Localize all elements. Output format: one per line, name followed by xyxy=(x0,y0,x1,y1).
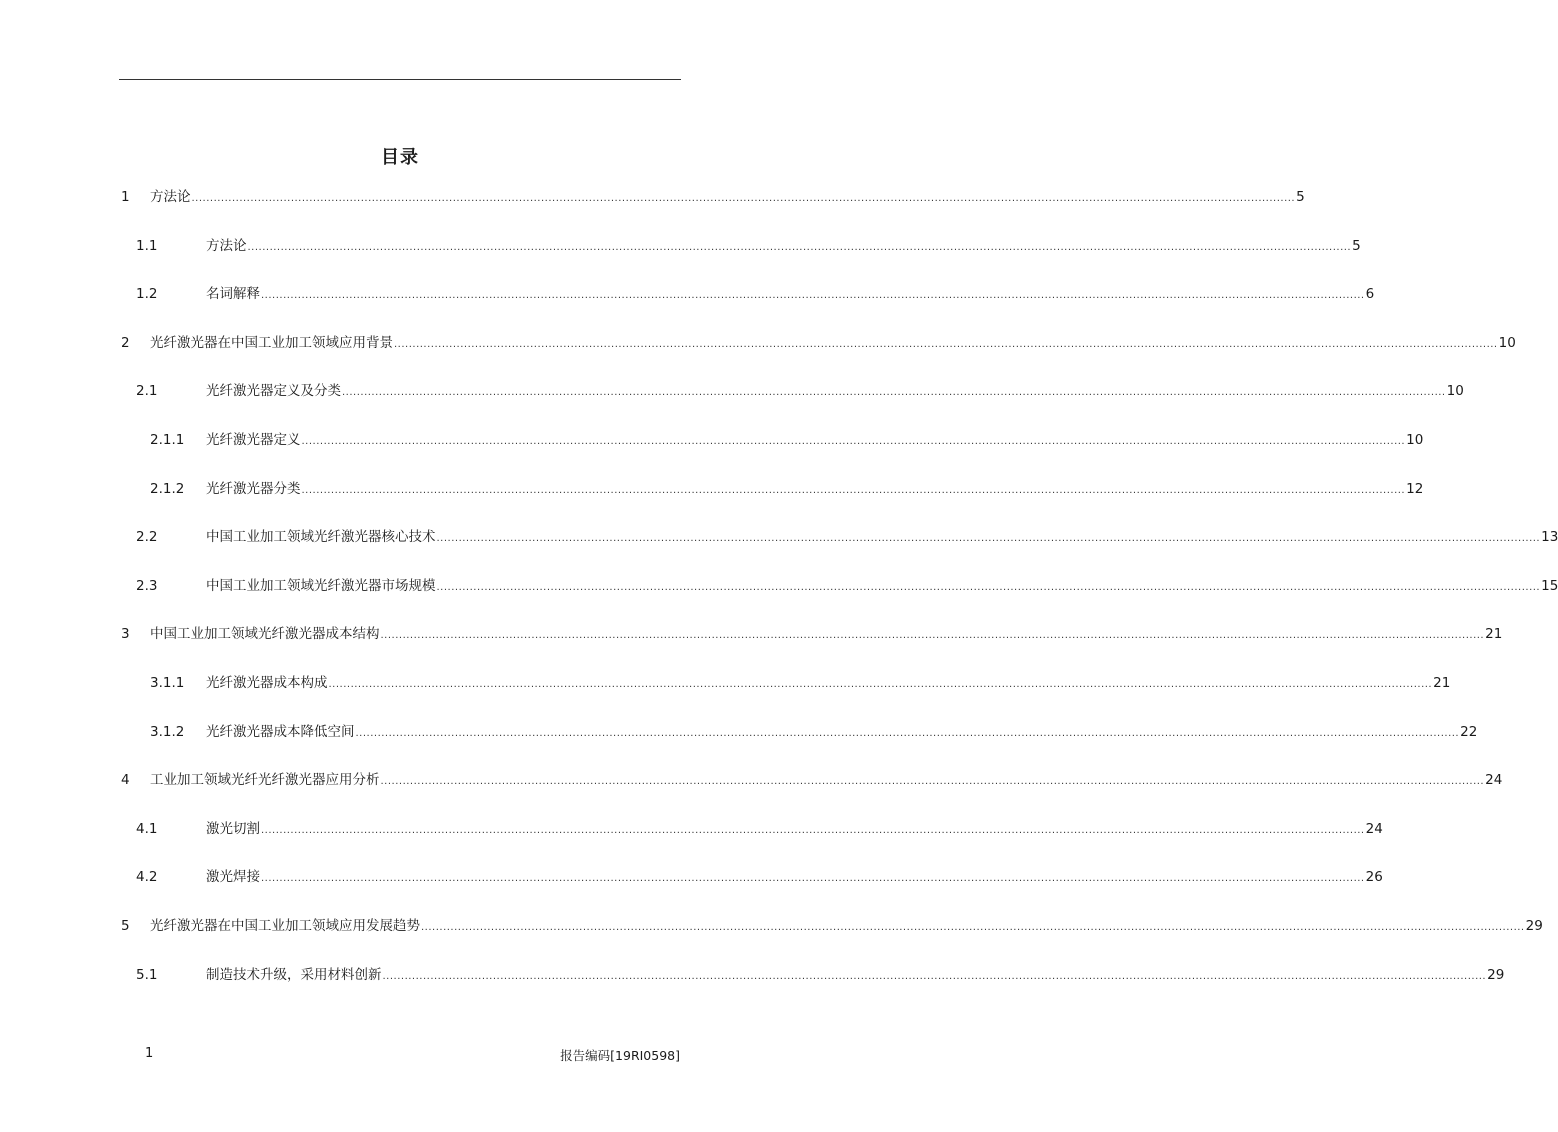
toc-leader-dots: ............................................................................................................................................................................................................................................................................................................ xyxy=(380,776,1485,788)
toc-entry[interactable] xyxy=(119,866,1383,888)
toc-entry[interactable] xyxy=(119,623,1503,645)
toc-entry-page: 26 xyxy=(1365,869,1383,886)
toc-entry-title: 光纤激光器定义 xyxy=(206,432,301,448)
toc-leader-dots: ............................................................................................................................................................................................................................................................................................................ xyxy=(421,922,1525,933)
toc-entry-title: 方法论 xyxy=(206,237,247,254)
toc-entry-title: 光纤激光器定义及分类 xyxy=(206,383,341,400)
toc-entry-page: 5 xyxy=(1296,189,1305,205)
toc-entry-number: 4.1 xyxy=(136,820,158,837)
toc-entry-number: 2.1.2 xyxy=(150,480,185,497)
toc-entry-page: 22 xyxy=(1460,723,1478,740)
toc-entry-page: 10 xyxy=(1446,383,1464,400)
toc-entry-number: 1.2 xyxy=(136,286,158,303)
toc-entry[interactable] xyxy=(119,964,1505,986)
toc-leader-dots: ............................................................................................................................................................................................................................................................................................................ xyxy=(342,387,1446,399)
toc-entry[interactable] xyxy=(119,769,1503,791)
toc-entry-page: 12 xyxy=(1406,480,1424,497)
toc-entry-number: 1 xyxy=(121,189,130,205)
toc-entry-title: 中国工业加工领域光纤激光器成本结构 xyxy=(150,626,380,643)
toc-entry-title: 激光焊接 xyxy=(206,869,260,886)
toc-entry-number: 2.1.1 xyxy=(150,432,185,448)
toc-entry-title: 光纤激光器在中国工业加工领域应用发展趋势 xyxy=(150,918,420,934)
toc-entry-number: 5 xyxy=(121,918,130,934)
toc-leader-dots: ............................................................................................................................................................................................................................................................................................................ xyxy=(261,873,1365,885)
toc-leader-dots: ............................................................................................................................................................................................................................................................................................................ xyxy=(436,581,1541,593)
toc-entry-title: 中国工业加工领域光纤激光器市场规模 xyxy=(206,577,436,594)
toc-entry-number: 3 xyxy=(121,626,130,643)
toc-entry[interactable] xyxy=(119,721,1478,743)
toc-entry[interactable] xyxy=(119,575,1558,597)
toc-entry-page: 21 xyxy=(1433,675,1451,691)
toc-entry-number: 3.1.2 xyxy=(150,723,185,740)
toc-entry-number: 2.3 xyxy=(136,577,158,594)
toc-entry[interactable] xyxy=(119,283,1375,305)
toc-leader-dots: ............................................................................................................................................................................................................................................................................................................ xyxy=(394,338,1498,350)
toc-entry-page: 15 xyxy=(1541,577,1558,594)
toc-entry-page: 10 xyxy=(1498,334,1516,351)
toc-leader-dots: ............................................................................................................................................................................................................................................................................................................ xyxy=(328,679,1433,690)
toc-leader-dots: ............................................................................................................................................................................................................................................................................................................ xyxy=(380,630,1485,642)
toc-entry-page: 6 xyxy=(1365,286,1375,303)
toc-entry-title: 制造技术升级，采用材料创新 xyxy=(206,966,382,983)
toc-entry-number: 2.2 xyxy=(136,529,158,546)
toc-entry-page: 10 xyxy=(1406,432,1424,448)
toc-entry-title: 光纤激光器成本构成 xyxy=(206,675,328,691)
toc-leader-dots: ............................................................................................................................................................................................................................................................................................................ xyxy=(191,193,1296,204)
toc-entry[interactable] xyxy=(119,429,1424,451)
toc-entry[interactable] xyxy=(119,332,1516,354)
toc-entry-number: 1.1 xyxy=(136,237,158,254)
toc-entry[interactable] xyxy=(119,186,1305,208)
toc-entry[interactable] xyxy=(119,672,1451,694)
toc-entry-title: 名词解释 xyxy=(206,286,260,303)
toc-entry-number: 2 xyxy=(121,334,130,351)
toc-entry[interactable] xyxy=(119,915,1543,937)
toc-entry-title: 光纤激光器成本降低空间 xyxy=(206,723,355,740)
toc-entry-page: 13 xyxy=(1541,529,1558,546)
toc-entry-number: 4 xyxy=(121,772,130,789)
toc-entry-page: 24 xyxy=(1485,772,1503,789)
toc-entry-page: 24 xyxy=(1365,820,1383,837)
toc-entry[interactable] xyxy=(119,478,1424,500)
toc-entry[interactable] xyxy=(119,818,1383,840)
toc-leader-dots: ............................................................................................................................................................................................................................................................................................................ xyxy=(436,533,1541,545)
toc-entry-number: 5.1 xyxy=(136,966,158,983)
toc-entry-number: 3.1.1 xyxy=(150,675,185,691)
toc-entry-title: 激光切割 xyxy=(206,820,260,837)
toc-entry-number: 2.1 xyxy=(136,383,158,400)
toc-entry-page: 21 xyxy=(1485,626,1503,643)
toc-entry-page: 5 xyxy=(1352,237,1361,254)
toc-entry[interactable] xyxy=(119,380,1464,402)
toc-entry-title: 中国工业加工领域光纤激光器核心技术 xyxy=(206,529,436,546)
toc-leader-dots: ............................................................................................................................................................................................................................................................................................................ xyxy=(301,436,1406,447)
toc-entry-page: 29 xyxy=(1525,918,1543,934)
toc-entry-title: 光纤激光器在中国工业加工领域应用背景 xyxy=(150,334,393,351)
toc-entry-number: 4.2 xyxy=(136,869,158,886)
header-rule xyxy=(119,79,681,80)
toc-title: 目录 xyxy=(381,147,419,168)
toc-leader-dots: ............................................................................................................................................................................................................................................................................................................ xyxy=(355,727,1460,739)
footer-page-number: 1 xyxy=(145,1046,154,1061)
toc-entry-title: 工业加工领域光纤光纤激光器应用分析 xyxy=(150,772,380,789)
toc-entry-title: 方法论 xyxy=(150,189,191,205)
toc-leader-dots: ............................................................................................................................................................................................................................................................................................................ xyxy=(261,824,1365,836)
toc-entry[interactable] xyxy=(119,235,1361,257)
toc-leader-dots: ............................................................................................................................................................................................................................................................................................................ xyxy=(261,290,1365,302)
toc-leader-dots: ............................................................................................................................................................................................................................................................................................................ xyxy=(382,970,1487,982)
toc-leader-dots: ............................................................................................................................................................................................................................................................................................................ xyxy=(247,241,1352,253)
toc-entry-page: 29 xyxy=(1487,966,1505,983)
toc-leader-dots: ............................................................................................................................................................................................................................................................................................................ xyxy=(301,484,1406,496)
footer-report-code: 报告编码[19RI0598] xyxy=(560,1048,680,1063)
toc-entry[interactable] xyxy=(119,526,1558,548)
toc-entry-title: 光纤激光器分类 xyxy=(206,480,301,497)
